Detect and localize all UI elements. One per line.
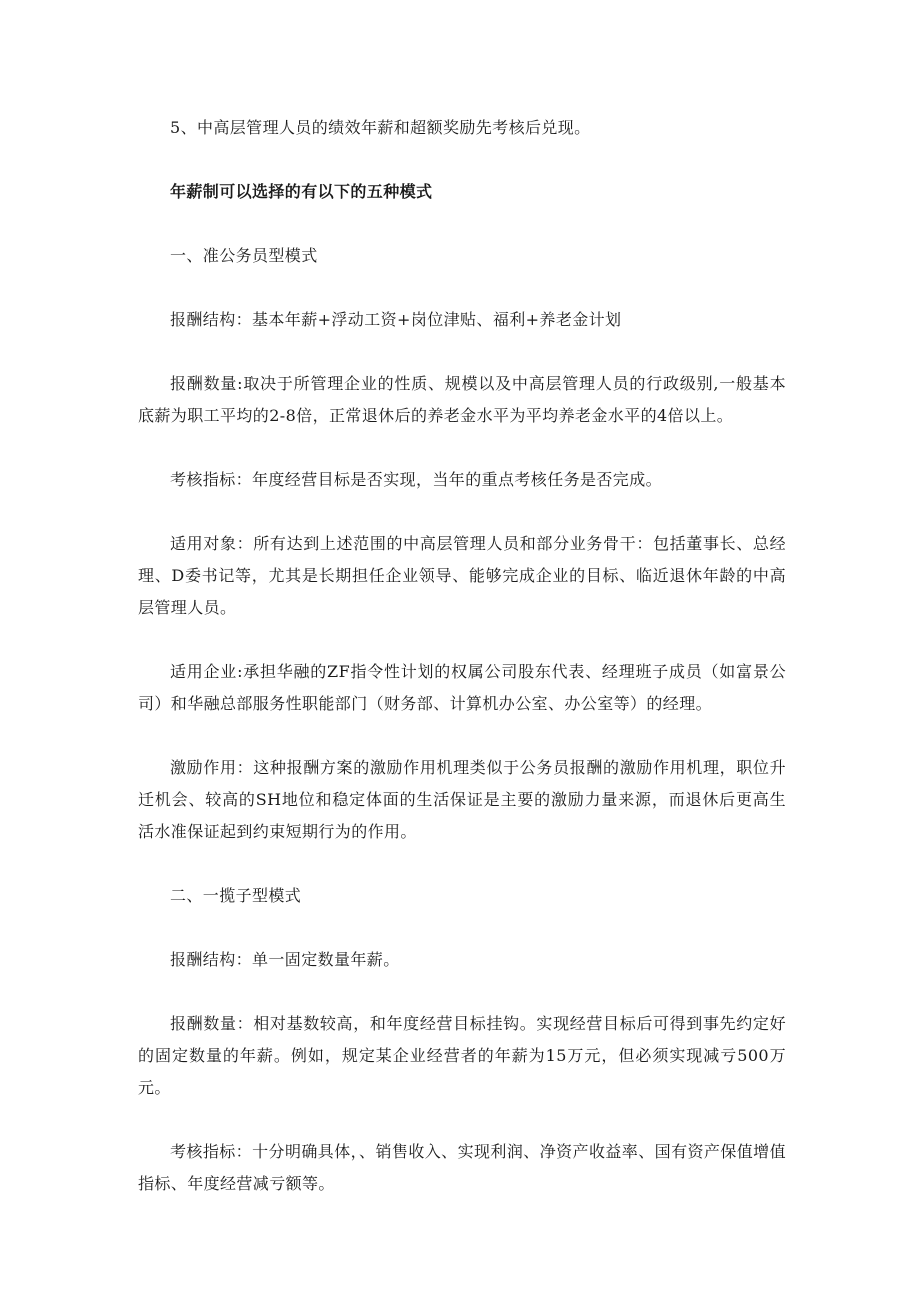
- paragraph-assessment-1: 考核指标：年度经营目标是否实现，当年的重点考核任务是否完成。: [170, 470, 663, 489]
- document-body: [138, 112, 786, 1232]
- paragraph-assessment-2: 考核指标：十分明确具体，、销售收入、实现利润、净资产收益率、国有资产保值增值指标、年度经营减亏额等。: [138, 1142, 786, 1193]
- paragraph-pay-structure-1: 报酬结构：基本年薪+浮动工资+岗位津贴、福利+养老金计划: [170, 310, 622, 329]
- paragraph-pay-amount-1: 报酬数量:取决于所管理企业的性质、规模以及中高层管理人员的行政级别,一般基本底薪为职工平均的2-8倍，正常退休后的养老金水平为平均养老金水平的4倍以上。: [138, 374, 786, 425]
- paragraph-pay-amount-2: 报酬数量：相对基数较高，和年度经营目标挂钩。实现经营目标后可得到事先约定好的固定数量的年薪。例如，规定某企业经营者的年薪为15万元，但必须实现减亏500万元。: [138, 1014, 786, 1097]
- paragraph-pay-structure-2: 报酬结构：单一固定数量年薪。: [170, 950, 400, 969]
- subheading-package-model: 二、一揽子型模式: [170, 886, 302, 905]
- paragraph-incentive-effect: 激励作用：这种报酬方案的激励作用机理类似于公务员报酬的激励作用机理，职位升迁机会、较高的SH地位和稳定体面的生活保证是主要的激励力量来源，而退休后更高生活水准保证起到约束短期行为的作用。: [138, 758, 786, 841]
- section-heading-five-models: 年薪制可以选择的有以下的五种模式: [170, 182, 433, 201]
- subheading-civil-servant-model: 一、准公务员型模式: [170, 246, 318, 265]
- paragraph-applicable-companies: 适用企业:承担华融的ZF指令性计划的权属公司股东代表、经理班子成员（如富景公司）和华融总部服务性职能部门（财务部、计算机办公室、办公室等）的经理。: [138, 662, 786, 713]
- paragraph-applicable-persons: 适用对象：所有达到上述范围的中高层管理人员和部分业务骨干：包括董事长、总经理、D委书记等，尤其是长期担任企业领导、能够完成企业的目标、临近退休年龄的中高层管理人员。: [138, 534, 786, 617]
- paragraph-performance-pay: 5、中高层管理人员的绩效年薪和超额奖励先考核后兑现。: [170, 118, 591, 137]
